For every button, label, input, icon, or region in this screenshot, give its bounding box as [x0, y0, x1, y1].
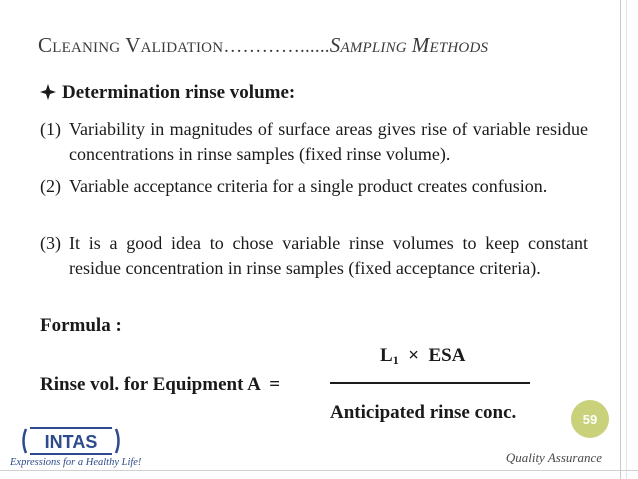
formula-denominator: Anticipated rinse conc. [330, 402, 517, 423]
subheading-text: Determination rinse volume: [62, 82, 296, 103]
title-word-leaning: LEANING [52, 40, 121, 56]
list-item-text: It is a good idea to chose variable rinse volumes to keep constant residue concentration in rinse samples (fixed acceptance criteria). [69, 233, 588, 278]
list-item-2 [40, 174, 588, 199]
list-item-1 [40, 117, 588, 167]
formula-numerator [380, 343, 465, 369]
frame-line-right-outer [626, 0, 627, 479]
formula-label: Formula : [40, 315, 122, 336]
list-item-number: (1) [40, 119, 61, 139]
numerator-base: L [380, 345, 393, 366]
fraction-bar [330, 382, 530, 384]
list-item-number: (2) [40, 176, 61, 196]
title-cap-c: C [38, 33, 53, 57]
intas-logo [10, 426, 150, 474]
title-word-alidation: ALIDATION [140, 40, 224, 56]
diamond-bullet-icon [40, 80, 62, 106]
title-cap-s: S [329, 33, 341, 57]
title-cap-m: M [411, 33, 430, 57]
subheading [40, 80, 295, 106]
formula-lhs: Rinse vol. for Equipment A = [40, 374, 281, 395]
title-dots: …………...... [223, 36, 330, 57]
title-cap-v: V [125, 33, 141, 57]
footer-quality-assurance: Quality Assurance [505, 450, 602, 465]
frame-line-right [620, 0, 621, 479]
page-number-badge: 59 [571, 400, 609, 438]
numerator-rest: × ESA [398, 345, 466, 366]
slide-title [38, 31, 613, 59]
list-item-number: (3) [40, 233, 61, 253]
svg-text:INTAS: INTAS [44, 432, 98, 452]
numerator-subscript: 1 [392, 353, 399, 367]
logo-tagline: Expressions for a Healthy Life! [10, 457, 142, 468]
list-item-3 [40, 231, 588, 281]
title-word-ampling: AMPLING [340, 40, 407, 56]
title-word-ethods: ETHODS [429, 40, 489, 56]
list-item-text: Variable acceptance criteria for a single product creates confusion. [69, 176, 548, 196]
intas-logo-mark [20, 426, 122, 456]
list-item-text: Variability in magnitudes of surface areas gives rise of variable residue concentrations in rinse samples (fixed rinse volume). [69, 119, 588, 164]
